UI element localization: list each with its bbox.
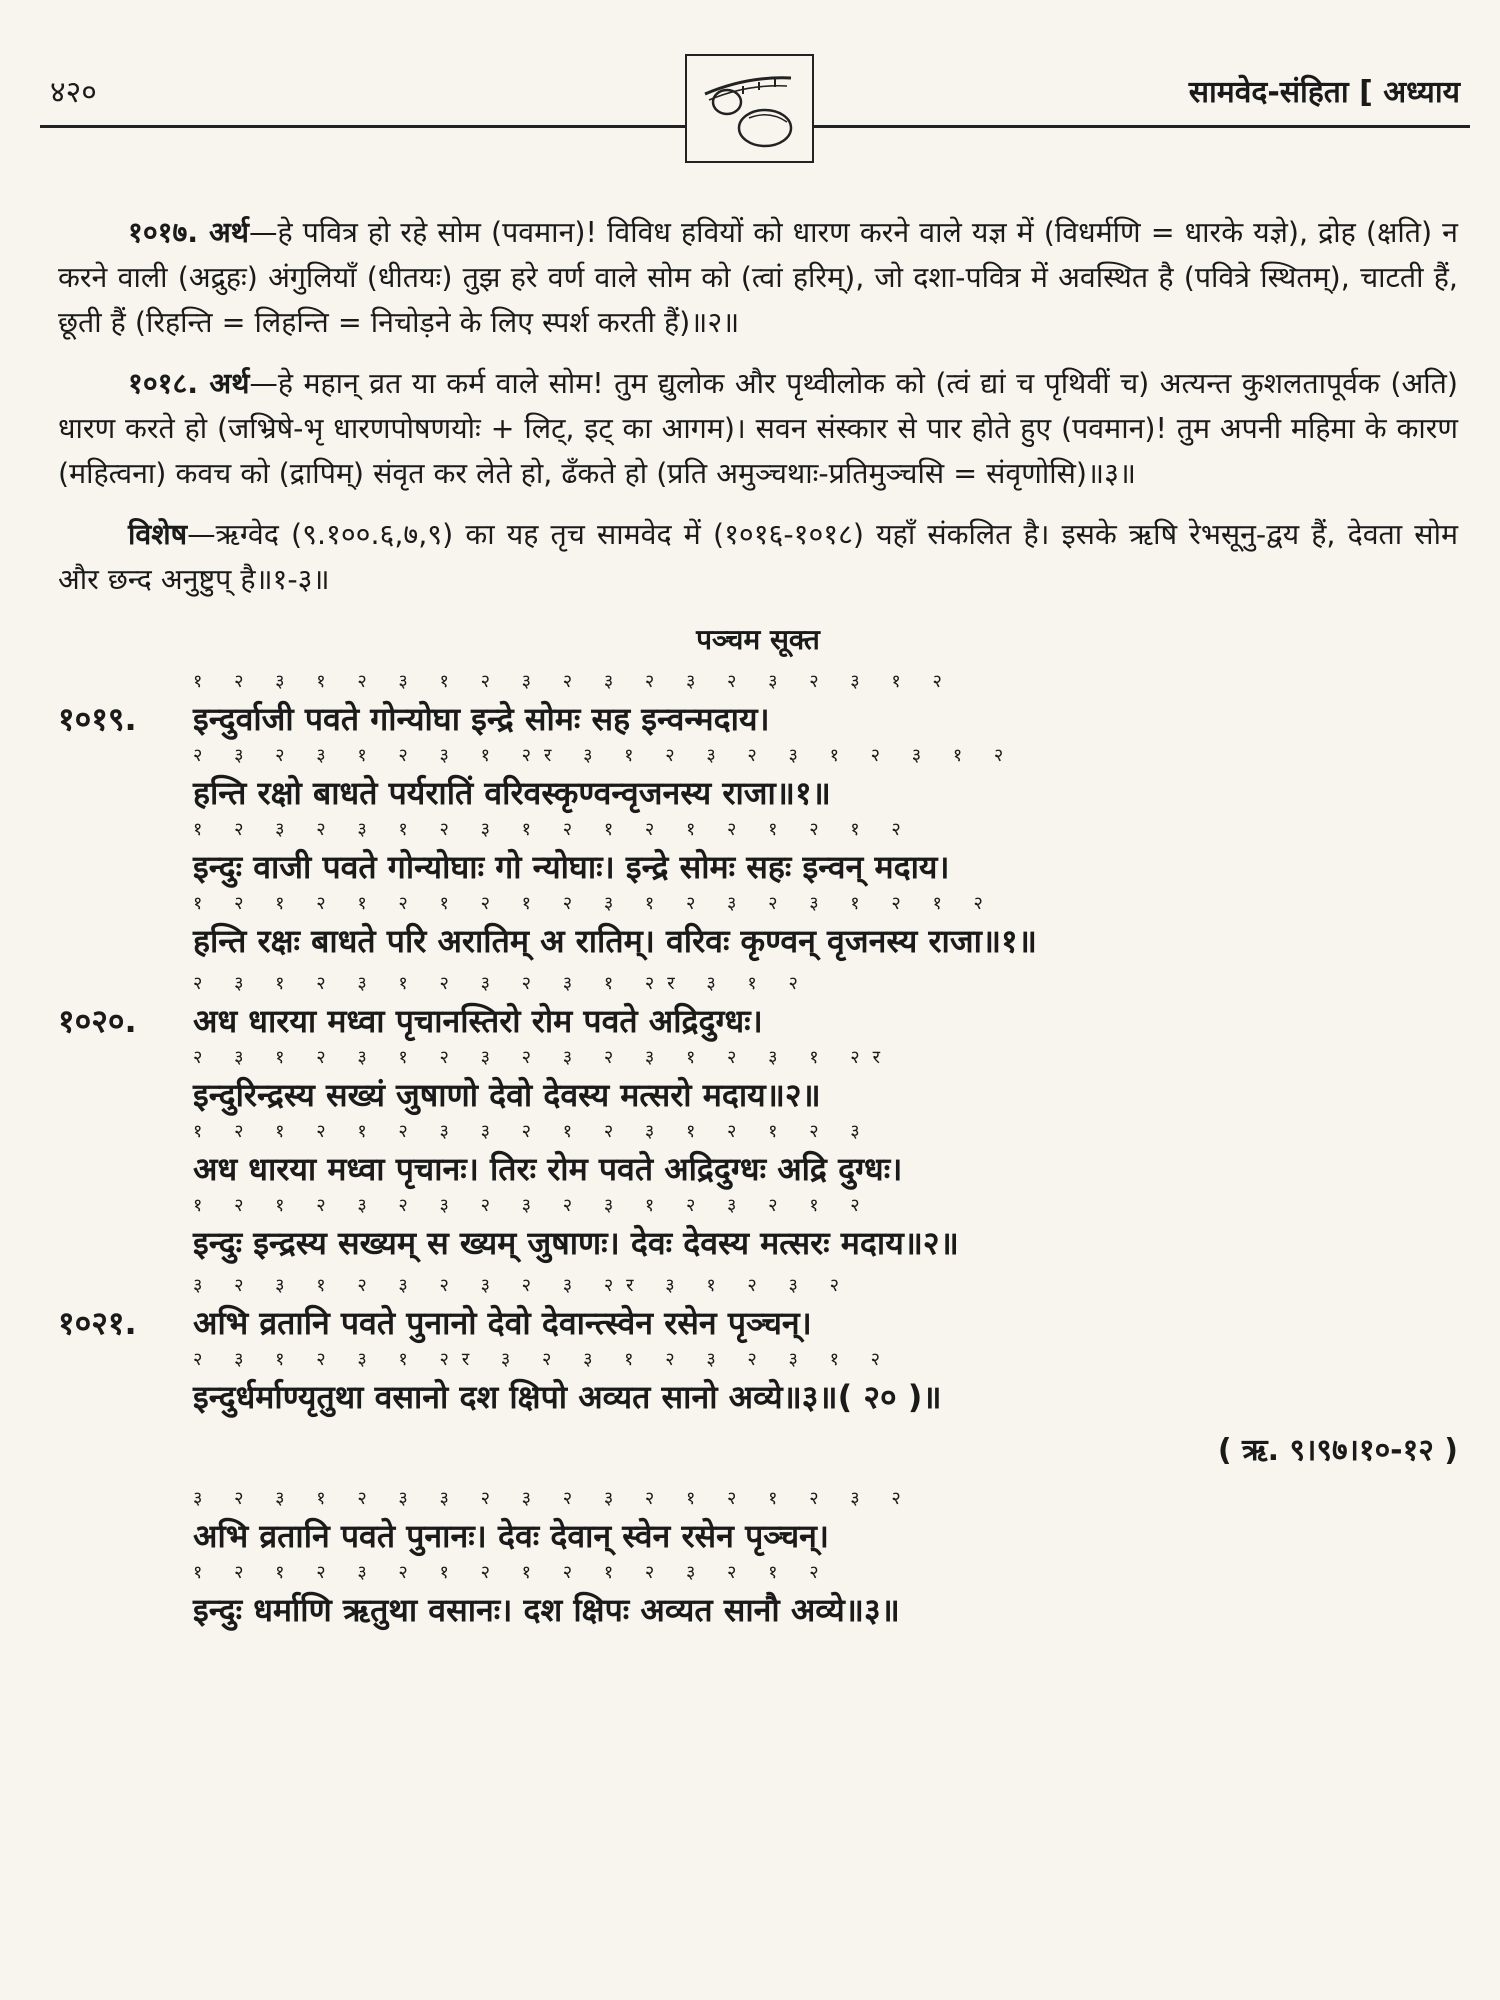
mantra-1019	[58, 670, 1458, 966]
mantra-line: हन्ति रक्षो बाधते पर्यरातिं वरिवस्कृण्वन्वृजनस्य राजा॥१॥	[193, 774, 831, 812]
padapatha-line: अध धारया मध्वा पृचानः। तिरः रोम पवते अद्रिदुग्धः अद्रि दुग्धः।	[193, 1150, 903, 1188]
accent-marks: ३ २ ३ १ २ ३ २ ३ २ ३ २र ३ १ २ ३ २	[193, 1275, 852, 1296]
accent-marks: १ २ १ २ १ २ ३ ३ २ १ २ ३ १ २ १ २ ३	[193, 1121, 873, 1142]
padapatha-1021	[58, 1487, 1458, 1635]
accent-marks: २ ३ २ ३ १ २ ३ १ २र ३ १ २ ३ २ ३ १ २ ३ १ २	[193, 745, 1017, 766]
accent-marks: १ २ १ २ ३ २ ३ २ ३ २ ३ १ २ ३ २ १ २	[193, 1195, 873, 1216]
mantra-number: १०२०.	[58, 1002, 137, 1040]
page-number: ४२०	[50, 75, 97, 110]
accent-marks: १ २ १ २ ३ २ १ २ १ २ १ २ ३ २ १ २	[193, 1562, 832, 1583]
accent-marks: १ २ ३ २ ३ १ २ ३ १ २ १ २ १ २ १ २ १ २	[193, 819, 914, 840]
mantra-text: इन्दुर्वाजी पवते गोन्योघा इन्द्रे सोमः सह इन्वन्मदाय।	[193, 700, 770, 738]
mantra-line	[58, 1298, 1458, 1348]
accent-marks: २ ३ १ २ ३ १ २ ३ २ ३ २ ३ १ २ ३ १ २र	[193, 1047, 894, 1068]
mantra-line	[58, 694, 1458, 744]
page-content	[58, 210, 1458, 1641]
padapatha-line: हन्ति रक्षः बाधते परि अरातिम् अ रातिम्। वरिवः कृण्वन् वृजनस्य राजा॥१॥	[193, 922, 1037, 960]
padapatha-line: इन्दुः इन्द्रस्य सख्यम् स ख्यम् जुषाणः। देवः देवस्य मत्सरः मदाय॥२॥	[193, 1224, 959, 1262]
mantra-1021	[58, 1274, 1458, 1422]
accent-marks: २ ३ १ २ ३ १ २ ३ २ ३ १ २र ३ १ २	[193, 973, 811, 994]
mantra-line: इन्दुरिन्द्रस्य सख्यं जुषाणो देवो देवस्य मत्सरो मदाय॥२॥	[193, 1076, 821, 1114]
padapatha-line: अभि व्रतानि पवते पुनानः। देवः देवान् स्वेन रसेन पृञ्चन्।	[193, 1517, 830, 1555]
mantra-line: इन्दुर्धर्माण्यृतुथा वसानो दश क्षिपो अव्यत सानो अव्ये॥३॥( २० )॥	[193, 1378, 942, 1416]
running-head: सामवेद-संहिता [ अध्याय	[1188, 75, 1460, 110]
sukta-heading: पञ्चम सूक्त	[696, 623, 820, 656]
paragraph-label: १०१८. अर्थ	[128, 367, 250, 400]
padapatha-line: इन्दुः वाजी पवते गोन्योघाः गो न्योघाः। इन्द्रे सोमः सहः इन्वन् मदाय।	[193, 848, 950, 886]
mantra-text: अध धारया मध्वा पृचानस्तिरो रोम पवते अद्रिदुग्धः।	[193, 1002, 763, 1040]
accent-marks: २ ३ १ २ ३ १ २र ३ २ ३ १ २ ३ २ ३ १ २	[193, 1349, 894, 1370]
paragraph-text: —हे महान् व्रत या कर्म वाले सोम! तुम द्युलोक और पृथ्वीलोक को (त्वं द्यां च पृथिवीं च) अत्यन्त कुशलतापूर्वक (अति) धारण करते हो (जभ्रिषे-भृ धारणपोषणयोः + लिट्, इट् का आगम)। सवन संस्कार से पार होते हुए (पवमान)! तुम अपनी महिमा के कारण (महित्वना) कवच को (द्रापिम्) संवृत कर लेते हो, ढँकते हो (प्रति अमुञ्चथाः-प्रतिमुञ्चसि = संवृणोसि)॥३॥	[58, 367, 1458, 490]
paragraph-1018	[58, 361, 1458, 496]
paragraph-text: —ऋग्वेद (९.१००.६,७,९) का यह तृच सामवेद में (१०१६-१०१८) यहाँ संकलित है। इसके ऋषि रेभसूनु-द्वय हैं, देवता सोम और छन्द अनुष्टुप् है॥१-३॥	[58, 518, 1458, 596]
accent-marks: ३ २ ३ १ २ ३ ३ २ ३ २ ३ २ १ २ १ २ ३ २	[193, 1488, 914, 1509]
paragraph-vishesh	[58, 512, 1458, 602]
accent-marks: १ २ १ २ १ २ १ २ १ २ ३ १ २ ३ २ ३ १ २ १ २	[193, 893, 996, 914]
mantra-number: १०१९.	[58, 700, 137, 738]
accent-marks: १ २ ३ १ २ ३ १ २ ३ २ ३ २ ३ २ ३ २ ३ १ २	[193, 671, 955, 692]
mantra-line	[58, 996, 1458, 1046]
mantra-number: १०२१.	[58, 1304, 137, 1342]
paragraph-1017	[58, 210, 1458, 345]
paragraph-text: —हे पवित्र हो रहे सोम (पवमान)! विविध हवियों को धारण करने वाले यज्ञ में (विधर्मणि = धारके यज्ञे), द्रोह (क्षति) न करने वाली (अद्रुहः) अंगुलियाँ (धीतयः) तुझ हरे वर्ण वाले सोम को (त्वां हरिम्), जो दशा-पवित्र में अवस्थित है (पवित्रे स्थितम्), चाटती हैं, छूती हैं (रिहन्ति = लिहन्ति = निचोड़ने के लिए स्पर्श करती हैं)॥२॥	[58, 216, 1458, 339]
page-header	[40, 60, 1460, 130]
paragraph-label: विशेष	[128, 518, 188, 551]
mantra-1020	[58, 972, 1458, 1268]
paragraph-label: १०१७. अर्थ	[128, 216, 249, 249]
veena-icon	[685, 54, 814, 163]
mantra-text: अभि व्रतानि पवते पुनानो देवो देवान्त्स्वेन रसेन पृञ्चन्।	[193, 1304, 812, 1342]
rigveda-reference: ( ऋ. ९।९७।१०-१२ )	[1217, 1433, 1458, 1468]
padapatha-line: इन्दुः धर्माणि ऋतुथा वसानः। दश क्षिपः अव्यत सानौ अव्ये॥३॥	[193, 1591, 900, 1629]
